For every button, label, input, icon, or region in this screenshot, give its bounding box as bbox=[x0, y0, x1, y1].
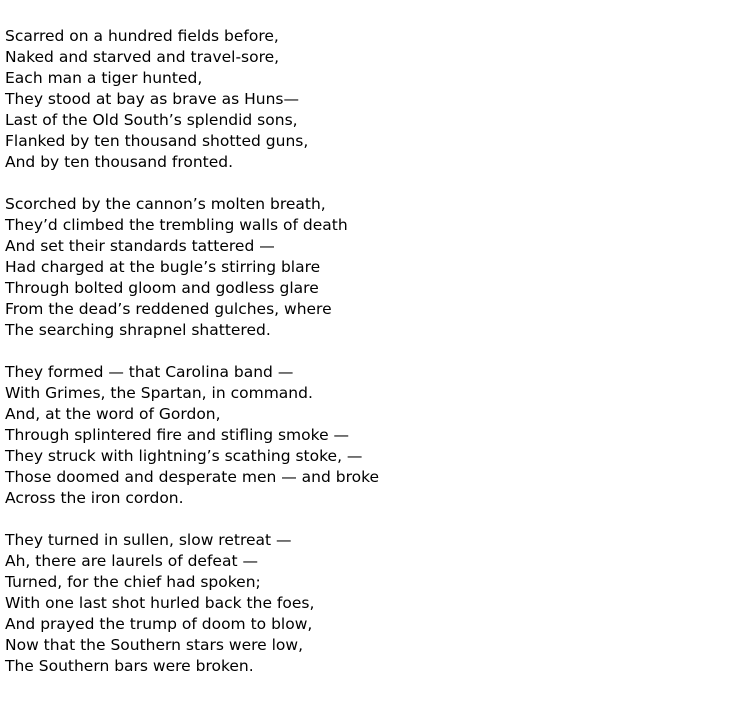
poem-line: Turned, for the chief had spoken; bbox=[5, 573, 261, 591]
poem-line: They’d climbed the trembling walls of death bbox=[5, 216, 348, 234]
poem-line: Ah, there are laurels of defeat — bbox=[5, 552, 258, 570]
poem-line: The Southern bars were broken. bbox=[5, 657, 254, 675]
poem-line: With Grimes, the Spartan, in command. bbox=[5, 384, 313, 402]
poem-line: Scorched by the cannon’s molten breath, bbox=[5, 195, 326, 213]
poem-line: And set their standards tattered — bbox=[5, 237, 275, 255]
poem-line: With one last shot hurled back the foes, bbox=[5, 594, 315, 612]
stanza-1 bbox=[5, 26, 379, 173]
poem-line: They struck with lightning’s scathing stoke, — bbox=[5, 447, 363, 465]
stanza-2 bbox=[5, 194, 379, 341]
poem-line: Now that the Southern stars were low, bbox=[5, 636, 304, 654]
stanza-3 bbox=[5, 362, 379, 509]
poem-line: Naked and starved and travel-sore, bbox=[5, 48, 280, 66]
poem-line: From the dead’s reddened gulches, where bbox=[5, 300, 332, 318]
poem-line: The searching shrapnel shattered. bbox=[5, 321, 271, 339]
poem-line: Those doomed and desperate men — and broke bbox=[5, 468, 380, 486]
poem-line: And, at the word of Gordon, bbox=[5, 405, 221, 423]
poem-line: And by ten thousand fronted. bbox=[5, 153, 234, 171]
poem-line: Each man a tiger hunted, bbox=[5, 69, 203, 87]
poem-line: And prayed the trump of doom to blow, bbox=[5, 615, 313, 633]
poem-line: They turned in sullen, slow retreat — bbox=[5, 531, 292, 549]
poem-line: They formed — that Carolina band — bbox=[5, 363, 294, 381]
poem-line: Across the iron cordon. bbox=[5, 489, 184, 507]
poem-line: Through bolted gloom and godless glare bbox=[5, 279, 319, 297]
poem-line: They stood at bay as brave as Huns— bbox=[5, 90, 299, 108]
poem-line: Scarred on a hundred fields before, bbox=[5, 27, 279, 45]
poem-line: Through splintered fire and stifling smoke — bbox=[5, 426, 350, 444]
poem-line: Last of the Old South’s splendid sons, bbox=[5, 111, 298, 129]
poem-text bbox=[5, 26, 379, 698]
stanza-4 bbox=[5, 530, 379, 677]
poem-line: Had charged at the bugle’s stirring blare bbox=[5, 258, 321, 276]
poem-line: Flanked by ten thousand shotted guns, bbox=[5, 132, 309, 150]
